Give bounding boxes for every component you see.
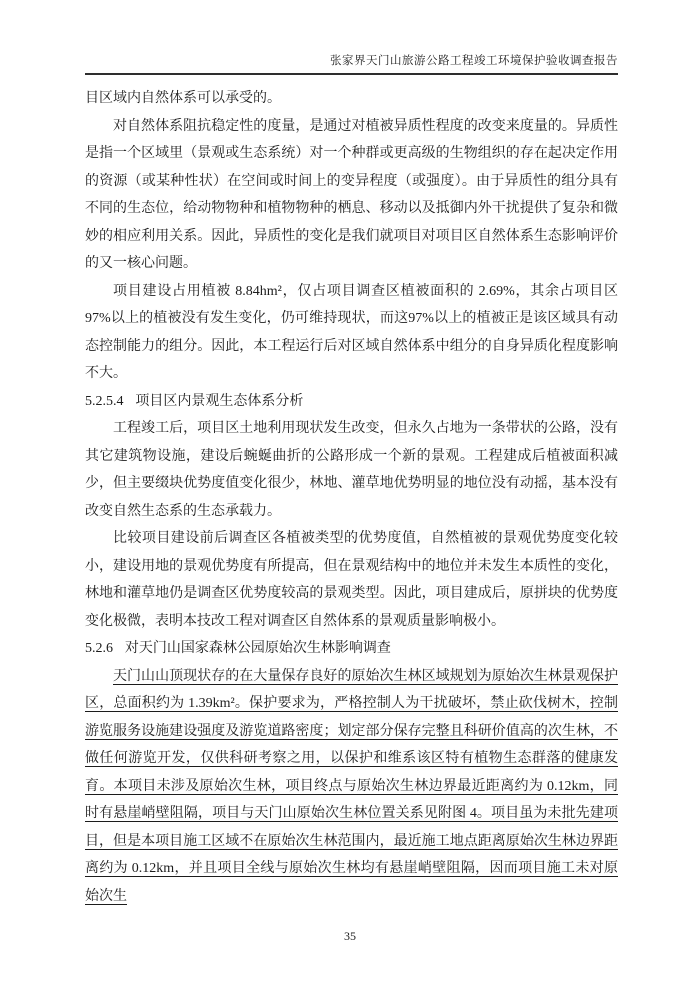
page-header — [85, 52, 618, 75]
section-number: 5.2.6 — [85, 641, 113, 656]
page-footer — [0, 929, 700, 944]
section-title: 对天门山国家森林公园原始次生林影响调查 — [124, 641, 391, 656]
paragraph-landscape-after-completion: 工程竣工后，项目区土地利用现状发生改变，但永久占地为一条带状的公路，没有其它建筑物设施，建设后蜿蜒曲折的公路形成一个新的景观。工程建成后植被面积减少，但主要缀块优势度值变化很少，林地、灌草地优势明显的地位没有动摇，基本没有改变自然生态系的生态承载力。 — [85, 421, 618, 519]
paragraph-continuation: 目区域内自然体系可以承受的。 — [85, 91, 281, 106]
paragraph-dominance-comparison: 比较项目建设前后调查区各植被类型的优势度值，自然植被的景观优势度变化较小，建设用地的景观优势度有所提高，但在景观结构中的地位并未发生本质性的变化，林地和灌草地仍是调查区优势度较高的景观类型。因此，项目建成后，原拼块的优势度变化极微，表明本技改工程对调查区自然体系的景观质量影响极小。 — [85, 531, 618, 629]
section-title: 项目区内景观生态体系分析 — [135, 393, 304, 409]
document-body — [85, 85, 618, 910]
header-title: 张家界天门山旅游公路工程竣工环境保护验收调查报告 — [330, 55, 618, 67]
paragraph-heterogeneity: 对自然体系阻抗稳定性的度量，是通过对植被异质性程度的改变来度量的。异质性是指一个区域里（景观或生态系统）对一个种群或更高级的生物组织的存在起决定作用的资源（或某种性状）在空间或时间上的变异程度（或强度）。由于异质性的组分具有不同的生态位，给动物物种和植物物种的栖息、移动以及抵御内外干扰提供了复杂和微妙的相应利用关系。因此，异质性的变化是我们就项目对项目区自然体系生态影响评价的又一核心问题。 — [85, 118, 618, 271]
paragraph-primary-secondary-forest: 天门山山顶现状存的在大量保存良好的原始次生林区域规划为原始次生林景观保护区，总面积约为 1.39km²。保护要求为，严格控制人为干扰破坏，禁止砍伐树木，控制游览服务设施建设强度及游览道路密度；划定部分保存完整且科研价值高的次生林，不做任何游览开发，仅供科研考察之用，以保护和维系该区特有植物生态群落的健康发育。本项目未涉及原始次生林，项目终点与原始次生林边界最近距离约为 0.12km，同时有悬崖峭壁阻隔，项目与天门山原始次生林位置关系见附图 4。项目虽为未批先建项目，但是本项目施工区域不在原始次生林范围内，最近施工地点距离原始次生林边界距离约为 0.12km，并且项目全线与原始次生林均有悬崖峭壁阻隔，因而项目施工未对原始次生 — [85, 668, 618, 904]
section-number: 5.2.5.4 — [85, 393, 124, 409]
section-heading-5-2-6 — [85, 635, 618, 663]
paragraph-vegetation-occupation: 项目建设占用植被 8.84hm²，仅占项目调查区植被面积的 2.69%，其余占项目区97%以上的植被没有发生变化，仍可维持现状，而这97%以上的植被正是该区域具有动态控制能力的组分。因此，本工程运行后对区域自然体系中组分的自身异质化程度影响不大。 — [85, 283, 618, 381]
page-number: 35 — [344, 929, 356, 943]
section-heading-5-2-5-4 — [85, 388, 618, 416]
